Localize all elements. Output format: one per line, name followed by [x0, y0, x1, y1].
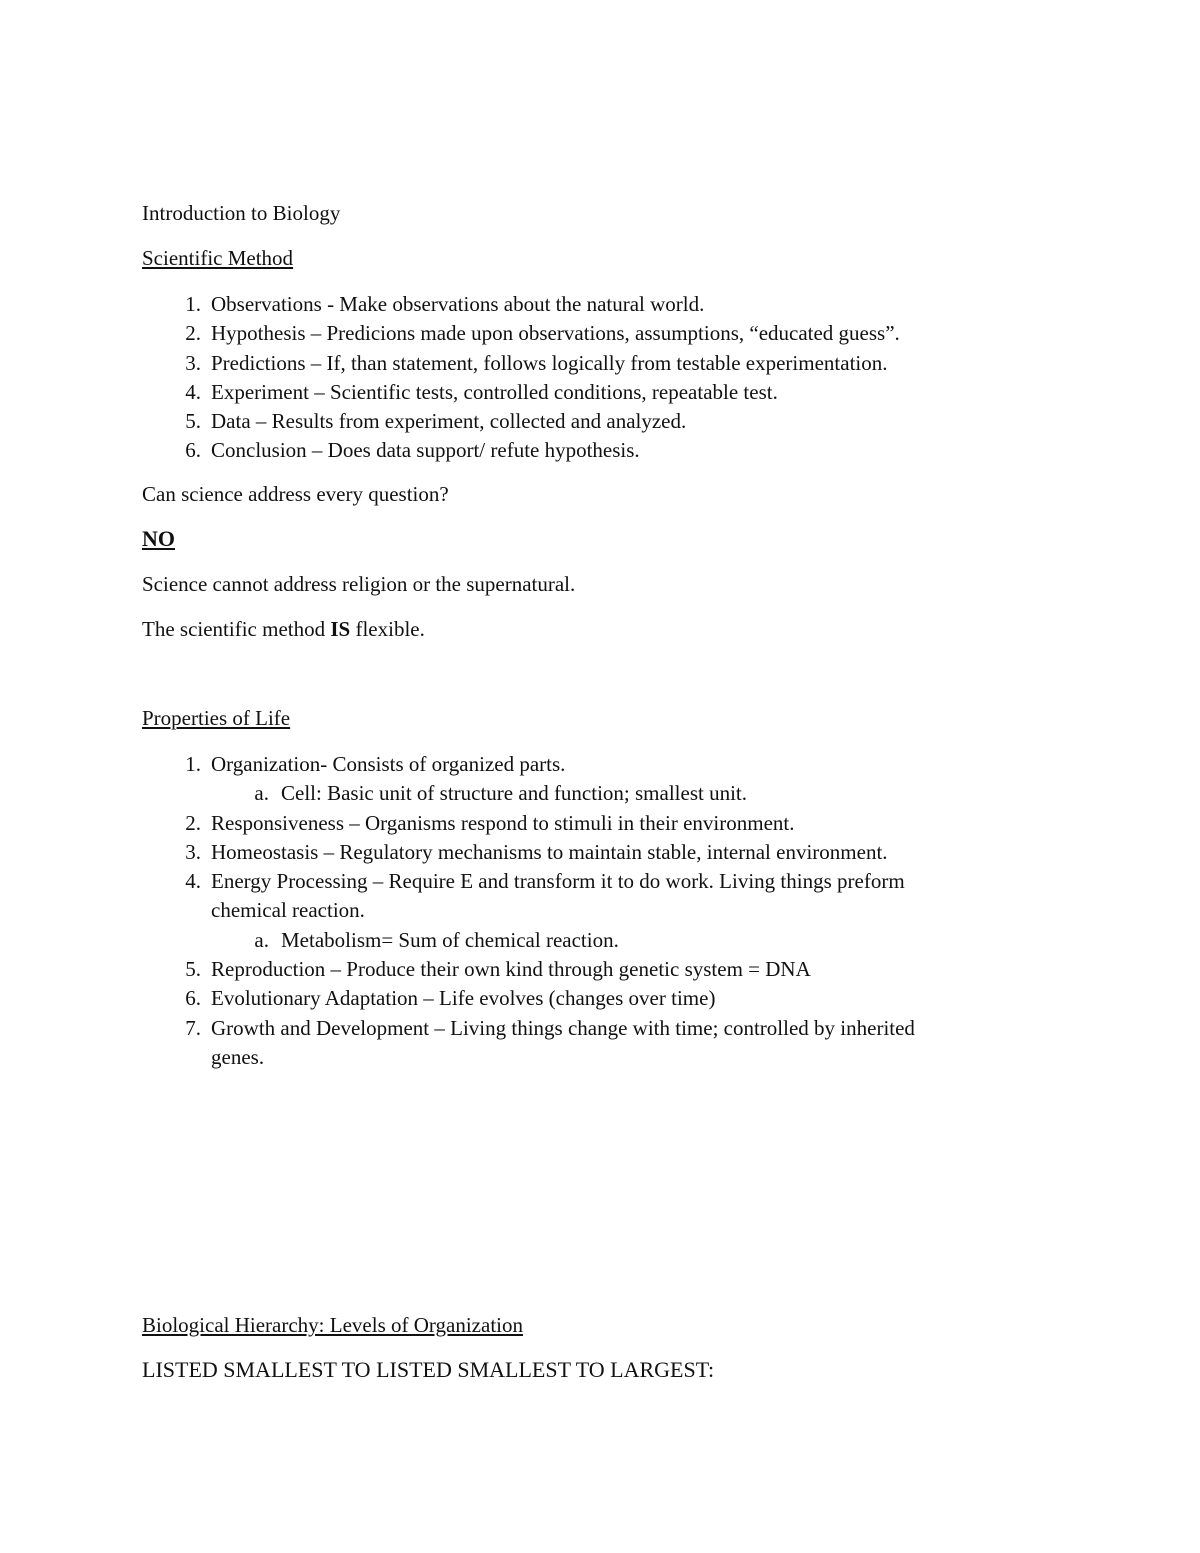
properties-of-life-heading: Properties of Life: [142, 706, 291, 730]
list-item: 1. Observations - Make observations about the natural world.: [185, 292, 705, 316]
list-item: 7. Growth and Development – Living things change with time; controlled by inherited genes.: [185, 1015, 915, 1069]
science-statement-religion: Science cannot address religion or the supernatural.: [142, 572, 576, 596]
list-item: 3. Predictions – If, than statement, follows logically from testable experimentation.: [185, 350, 888, 375]
science-question: Can science address every question?: [142, 482, 449, 506]
list-subitem: a. Metabolism= Sum of chemical reaction.: [254, 927, 619, 952]
list-item: 6. Conclusion – Does data support/ refute hypothesis.: [185, 438, 640, 463]
list-item: 4. Energy Processing – Require E and transform it to do work. Living things preform chemical reaction.: [185, 869, 905, 923]
biological-hierarchy-heading: Biological Hierarchy: Levels of Organization: [142, 1313, 523, 1337]
scientific-method-list: [185, 290, 900, 466]
list-item: 5. Data – Results from experiment, collected and analyzed.: [185, 409, 687, 434]
list-item: 6. Evolutionary Adaptation – Life evolves (changes over time): [185, 986, 716, 1011]
answer-no: NO: [142, 526, 175, 551]
scientific-method-heading: Scientific Method: [142, 246, 294, 270]
list-item: 5. Reproduction – Produce their own kind through genetic system = DNA: [185, 957, 811, 982]
list-item: 2. Hypothesis – Predicions made upon observations, assumptions, “educated guess”.: [185, 321, 900, 346]
document-title: Introduction to Biology: [142, 201, 341, 225]
list-item: 1. Organization- Consists of organized parts.: [185, 752, 566, 776]
science-statement-flexible: The scientific method IS flexible.: [142, 617, 425, 641]
hierarchy-subheading: LISTED SMALLEST TO LISTED SMALLEST TO LARGEST:: [142, 1357, 715, 1382]
list-item: 2. Responsiveness – Organisms respond to stimuli in their environment.: [185, 810, 795, 835]
list-item: 3. Homeostasis – Regulatory mechanisms to maintain stable, internal environment.: [185, 839, 888, 864]
list-item: 4. Experiment – Scientific tests, controlled conditions, repeatable test.: [185, 379, 778, 404]
properties-of-life-list: [185, 750, 915, 1072]
list-subitem: a. Cell: Basic unit of structure and function; smallest unit.: [254, 781, 747, 806]
